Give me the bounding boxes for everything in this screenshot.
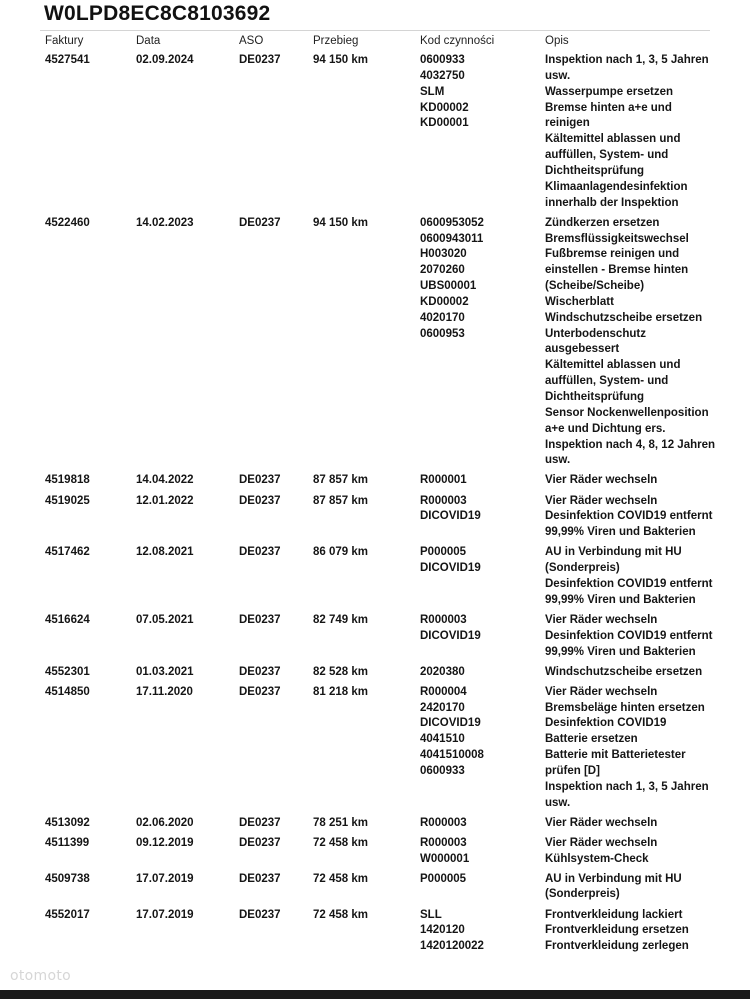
description-line: Sensor Nockenwellenposition [545,406,709,419]
description-line: reinigen [545,117,590,130]
description-line: Vier Räder wechseln [545,816,658,829]
invoice-number: 4527541 [45,54,90,66]
description-line: usw. [545,796,571,809]
operation-code: DICOVID19 [420,562,481,575]
header-kod: Kod czynności [420,35,495,47]
operation-code: 4041510008 [420,749,484,762]
dealer-code: DE0237 [239,546,281,559]
description-line: Zündkerzen ersetzen [545,216,660,229]
operation-code: 2070260 [420,264,465,277]
operation-code: KD00001 [420,117,469,130]
description-line: 99,99% Viren und Bakterien [545,526,696,539]
description-line: Fußbremse reinigen und [545,248,680,261]
description-line: Bremsbeläge hinten ersetzen [545,701,705,714]
operation-codes [420,494,481,526]
operation-code: R000004 [420,685,467,698]
table-row [0,665,750,685]
description-line: auffüllen, System- und [545,149,669,162]
description-line: Vier Räder wechseln [545,685,658,698]
mileage: 87 857 km [313,494,368,507]
operation-code: UBS00001 [420,280,477,293]
invoice-number: 4513092 [45,816,90,829]
operation-code: DICOVID19 [420,510,481,523]
description [545,545,720,608]
table-row [0,908,750,960]
mileage: 82 749 km [313,613,368,626]
operation-code: P000005 [420,872,467,885]
table-row [0,872,750,908]
invoice-number: 4519025 [45,494,90,507]
description-line: Kältemittel ablassen und [545,133,681,146]
description-line: einstellen - Bremse hinten [545,264,689,277]
description-line: ausgebessert [545,343,620,356]
service-date: 14.04.2022 [136,474,194,487]
description-line: Bremse hinten a+e und [545,101,672,114]
mileage: 81 218 km [313,685,368,698]
operation-code: 0600933 [420,764,465,777]
description-line: Vier Räder wechseln [545,494,658,507]
description-line: Kältemittel ablassen und [545,359,681,372]
header-faktury: Faktury [45,35,84,47]
description-line: Desinfektion COVID19 entfernt [545,629,713,642]
operation-code: 2020380 [420,665,465,678]
operation-code: KD00002 [420,101,469,114]
service-date: 17.07.2019 [136,872,194,885]
table-row [0,473,750,493]
description-line: Vier Räder wechseln [545,474,658,487]
operation-code: R000003 [420,816,467,829]
operation-codes [420,872,466,888]
description-line: 99,99% Viren und Bakterien [545,645,696,658]
description-line: Unterbodenschutz [545,327,646,340]
dealer-code: DE0237 [239,216,281,229]
operation-code: 0600933 [420,54,465,66]
operation-codes [420,836,469,868]
description-line: prüfen [D] [545,764,600,777]
table-row [0,836,750,872]
service-date: 17.07.2019 [136,908,194,921]
operation-code: 4020170 [420,311,465,324]
invoice-number: 4552017 [45,908,90,921]
description [545,816,720,832]
dealer-code: DE0237 [239,474,281,487]
operation-code: 1420120022 [420,940,484,953]
service-date: 09.12.2019 [136,836,194,849]
description-line: Frontverkleidung zerlegen [545,940,689,953]
invoice-number: 4509738 [45,872,90,885]
description-line: Inspektion nach 4, 8, 12 Jahren [545,438,716,451]
invoice-number: 4522460 [45,216,90,229]
dealer-code: DE0237 [239,54,281,66]
description-line: Windschutzscheibe ersetzen [545,665,703,678]
operation-codes [420,665,465,681]
description-line: (Sonderpreis) [545,888,620,901]
operation-code: KD00002 [420,295,469,308]
description-line: Inspektion nach 1, 3, 5 Jahren [545,54,709,66]
operation-code: 4041510 [420,733,465,746]
operation-code: R000003 [420,494,467,507]
operation-codes [420,685,484,780]
service-date: 02.06.2020 [136,816,194,829]
operation-code: 0600953 [420,327,465,340]
description-line: Desinfektion COVID19 [545,717,667,730]
description-line: Windschutzscheibe ersetzen [545,311,703,324]
description-line: Desinfektion COVID19 entfernt [545,577,713,590]
operation-code: R000003 [420,613,467,626]
description-line: Batterie mit Batterietester [545,749,686,762]
description-line: Klimaanlagendesinfektion [545,180,688,193]
operation-code: DICOVID19 [420,717,481,730]
service-date: 07.05.2021 [136,613,194,626]
description [545,473,720,489]
description-line: AU in Verbindung mit HU [545,872,682,885]
dealer-code: DE0237 [239,816,281,829]
description-line: Wischerblatt [545,295,614,308]
description [545,216,720,470]
operation-code: 0600943011 [420,232,484,245]
description [545,53,720,211]
mileage: 82 528 km [313,665,368,678]
operation-code: H003020 [420,248,467,261]
description-line: Wasserpumpe ersetzen [545,85,674,98]
mileage: 86 079 km [313,546,368,559]
invoice-number: 4519818 [45,474,90,487]
operation-code: SLM [420,85,445,98]
description-line: Dichtheitsprüfung [545,390,645,403]
operation-code: 2420170 [420,701,465,714]
dealer-code: DE0237 [239,908,281,921]
dealer-code: DE0237 [239,665,281,678]
description-line: AU in Verbindung mit HU [545,546,682,559]
description-line: (Scheibe/Scheibe) [545,280,645,293]
description [545,613,720,661]
description [545,872,720,904]
description-line: usw. [545,454,571,467]
mileage: 94 150 km [313,216,368,229]
description-line: usw. [545,69,571,82]
description-line: a+e und Dichtung ers. [545,422,666,435]
invoice-number: 4516624 [45,613,90,626]
operation-code: 0600953052 [420,216,484,229]
description-line: Bremsflüssigkeitswechsel [545,232,689,245]
operation-codes [420,53,469,132]
operation-code: W000001 [420,852,470,865]
table-row [0,494,750,546]
header-data: Data [136,35,161,47]
table-row [0,216,750,474]
service-date: 17.11.2020 [136,685,193,698]
description-line: Dichtheitsprüfung [545,164,645,177]
dealer-code: DE0237 [239,494,281,507]
description [545,908,720,956]
description-line: auffüllen, System- und [545,375,669,388]
table-row [0,613,750,665]
description-line: innerhalb der Inspektion [545,196,679,209]
table-row [0,53,750,216]
mileage: 72 458 km [313,872,368,885]
operation-code: R000003 [420,836,467,849]
header-aso: ASO [239,35,264,47]
table-row [0,816,750,836]
mileage: 94 150 km [313,54,368,66]
bottom-edge [0,990,750,999]
service-date: 14.02.2023 [136,216,194,229]
operation-code: R000001 [420,474,467,487]
invoice-number: 4517462 [45,546,90,559]
header-opis: Opis [545,35,569,47]
mileage: 72 458 km [313,836,368,849]
operation-codes [420,908,484,956]
description-line: Vier Räder wechseln [545,613,658,626]
description-line: Desinfektion COVID19 entfernt [545,510,713,523]
description [545,494,720,542]
description-line: (Sonderpreis) [545,562,620,575]
table-row [0,545,750,613]
invoice-number: 4514850 [45,685,90,698]
watermark: otomoto [10,968,71,984]
description-line: Kühlsystem-Check [545,852,649,865]
header-przebieg: Przebieg [313,35,359,47]
dealer-code: DE0237 [239,872,281,885]
mileage: 87 857 km [313,474,368,487]
invoice-number: 4552301 [45,665,90,678]
service-date: 01.03.2021 [136,665,194,678]
dealer-code: DE0237 [239,685,281,698]
dealer-code: DE0237 [239,836,281,849]
operation-codes [420,613,481,645]
description-line: Frontverkleidung lackiert [545,908,683,921]
description-line: Vier Räder wechseln [545,836,658,849]
service-history-table [0,53,750,959]
description-line: 99,99% Viren und Bakterien [545,593,696,606]
service-date: 02.09.2024 [136,54,194,66]
mileage: 72 458 km [313,908,368,921]
service-date: 12.01.2022 [136,494,194,507]
description [545,836,720,868]
operation-code: P000005 [420,546,467,559]
operation-code: 1420120 [420,924,465,937]
mileage: 78 251 km [313,816,368,829]
description-line: Frontverkleidung ersetzen [545,924,689,937]
description-line: Batterie ersetzen [545,733,638,746]
operation-code: SLL [420,908,442,921]
dealer-code: DE0237 [239,613,281,626]
operation-codes [420,816,467,832]
description [545,685,720,812]
operation-code: 4032750 [420,69,465,82]
operation-code: DICOVID19 [420,629,481,642]
description-line: Inspektion nach 1, 3, 5 Jahren [545,780,709,793]
operation-codes [420,216,484,343]
title-divider [40,30,710,31]
service-date: 12.08.2021 [136,546,194,559]
operation-codes [420,473,467,489]
invoice-number: 4511399 [45,836,90,849]
operation-codes [420,545,481,577]
description [545,665,720,681]
vin-title: W0LPD8EC8C8103692 [44,2,271,25]
table-row [0,685,750,816]
